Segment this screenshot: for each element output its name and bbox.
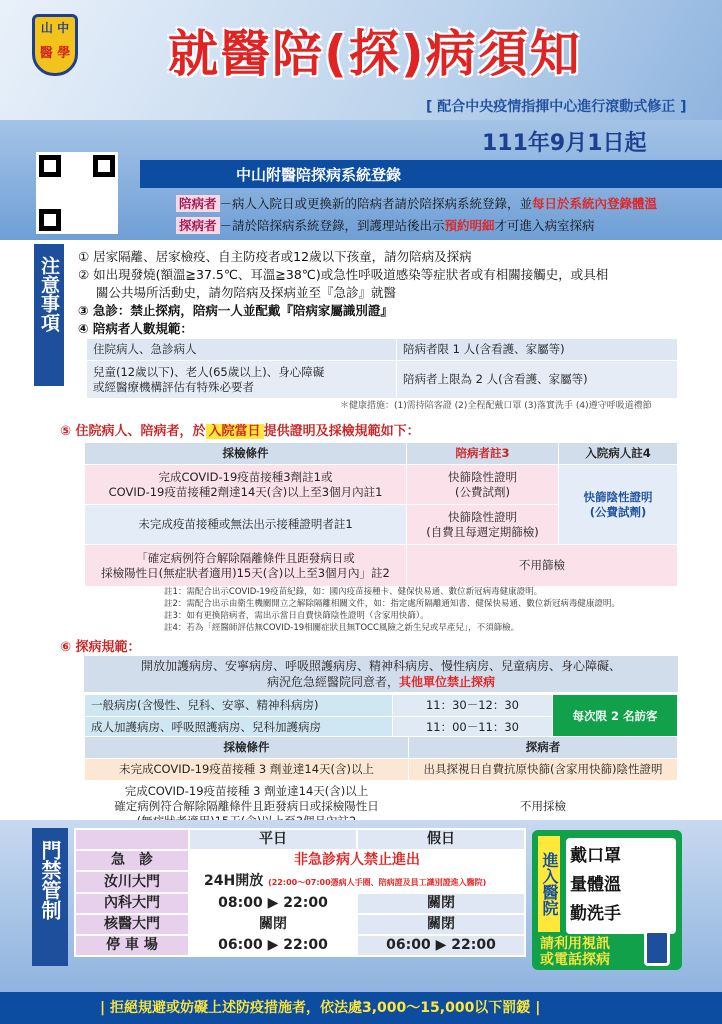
table-cell: 一般病房(含慢性、兒科、安寧、精神科病房) xyxy=(85,695,393,717)
section5-suffix: 提供證明及採檢規範如下： xyxy=(263,424,420,439)
table-cell: 06:00 ▶ 22:00 xyxy=(357,935,525,956)
table-cell: 快篩陰性證明 (公費試劑) xyxy=(559,465,678,545)
penalty-footer xyxy=(0,992,722,1024)
footer-text: 拒絕規避或妨礙上述防疫措施者，依法處3,000～15,000以下罰鍰 xyxy=(110,1000,531,1016)
table-cell: 每次限 2 名訪客 xyxy=(553,695,678,739)
footnote: 註4：若為「經醫師評估無COVID-19相關症狀且無TOCC風險之新生兒或早產兒」，不須篩檢。 xyxy=(164,623,520,633)
gate-control-table xyxy=(74,828,526,957)
enter-hospital-label: 進入醫院 xyxy=(538,836,560,932)
visitor-text-2: 才可進入病室探病 xyxy=(494,218,595,233)
section5-highlight: 入院當日 xyxy=(206,424,264,439)
row-header: 內科大門 xyxy=(75,893,189,914)
column-header: 平日 xyxy=(189,829,357,850)
note-item: ① 居家隔離、居家檢疫、自主防疫者或12歲以下孩童，請勿陪病及探病 xyxy=(78,249,472,264)
column-header: 探病者 xyxy=(409,737,678,759)
handwash-reminder: 勤洗手 xyxy=(570,904,621,924)
open-wards-red: 其他單位禁止探病 xyxy=(399,675,496,689)
table-cell: 「確定病例符合解除隔離條件且距發病日或 採檢陽性日(無症狀者適用)15天(含)以上至3個月內」註2 xyxy=(85,545,407,587)
footer-bar-icon: | xyxy=(535,1000,541,1016)
column-header: 陪病者註3 xyxy=(407,443,559,465)
gate-side-label xyxy=(32,828,68,966)
table-cell: 住院病人、急診病人 xyxy=(87,339,397,361)
table-cell: 成人加護病房、呼吸照護病房、兒科加護病房 xyxy=(85,717,393,739)
gate-open-note: (22:00～07:00憑病人手圈、陪病證及員工識別證進入醫院) xyxy=(268,878,487,887)
footnote: 註2：需配合出示由衛生機關開立之解除隔離相關文件，如：指定處所隔離通知書、健保快易通、數位新冠病毒健康證明。 xyxy=(164,599,620,609)
phone-icon xyxy=(644,930,670,966)
mask-reminder: 戴口罩 xyxy=(570,846,621,866)
table-cell: 未完成疫苗接種或無法出示接種證明者註1 xyxy=(85,505,407,545)
note-item: ③ 急診：禁止探病，陪病一人並配戴『陪病家屬識別證』 xyxy=(78,303,393,318)
section5-title xyxy=(60,420,420,439)
section6-title: ⑥ 探病規範： xyxy=(60,640,141,655)
table-cell: 未完成COVID-19疫苗接種 3 劑並達14天(含)以上 xyxy=(85,759,409,781)
visitor-tag: 探病者 xyxy=(176,217,220,234)
notes-side-text: 注意事項 xyxy=(38,256,60,332)
qr-code-icon[interactable] xyxy=(36,152,118,234)
table-cell: 關閉 xyxy=(189,914,357,935)
table-cell: 不用篩檢 xyxy=(407,545,678,587)
table-cell: 11：00－11：30 xyxy=(393,717,553,739)
row-header: 核醫大門 xyxy=(75,914,189,935)
companion-tag: 陪病者 xyxy=(176,195,220,212)
notes-side-label xyxy=(34,244,64,386)
table-cell: 快篩陰性證明 (自費且每週定期篩檢) xyxy=(407,505,559,545)
admission-screening-table xyxy=(84,442,678,587)
visitor-red-text: 預約明細 xyxy=(444,218,495,233)
open-wards-text: 開放加護病房、安寧病房、呼吸照護病房、精神科病房、慢性病房、兒童病房、身心障礙、 xyxy=(140,659,621,673)
table-cell: 出具探視日自費抗原快篩(含家用快篩)陰性證明 xyxy=(409,759,678,781)
visitor-text: －請於陪探病系統登錄，到護理站後出示 xyxy=(219,218,445,233)
companion-text: －病人入院日或更換新的陪病者請於陪探病系統登錄，並 xyxy=(219,196,533,211)
health-measures-note: ＊健康措施：(1)需持陪客證 (2)全程配戴口罩 (3)落實洗手 (4)遵守呼吸道禮節 xyxy=(340,401,652,411)
row-header: 急 診 xyxy=(75,850,189,871)
logo-bottom-text: 醫 學 xyxy=(39,46,71,61)
effective-date: 111年9月1日起 xyxy=(482,131,647,156)
column-header: 採檢條件 xyxy=(85,737,409,759)
table-cell: 06:00 ▶ 22:00 xyxy=(189,935,357,956)
gate-side-text: 門禁管制 xyxy=(38,840,62,920)
table-cell: 陪病者限 1 人(含看護、家屬等) xyxy=(397,339,678,361)
section5-prefix: ⑤ 住院病人、陪病者，於 xyxy=(60,424,206,439)
visit-screening-table xyxy=(84,736,678,833)
note-item: 關公共場所活動史，請勿陪病及探病並至『急診』就醫 xyxy=(96,285,397,300)
hospital-logo xyxy=(32,14,78,76)
column-header: 假日 xyxy=(357,829,525,850)
table-cell: 不用採檢 xyxy=(409,781,678,833)
page-subtitle: [ 配合中央疫情指揮中心進行滾動式修正 ] xyxy=(426,99,687,115)
open-wards-text-2: 病況危急經醫院同意者， xyxy=(266,675,399,689)
table-cell: 兒童(12歲以下)、老人(65歲以上)、身心障礙 或經醫療機構評估有特殊必要者 xyxy=(87,361,397,399)
row-header: 停 車 場 xyxy=(75,935,189,956)
companion-rule xyxy=(176,194,657,212)
column-header: 採檢條件 xyxy=(85,443,407,465)
table-cell: 關閉 xyxy=(357,893,525,914)
table-cell: 完成COVID-19疫苗接種3劑註1或 COVID-19疫苗接種2劑達14天(含)以上至3個月內註1 xyxy=(85,465,407,505)
table-cell: 陪病者上限為 2 人(含看護、家屬等) xyxy=(397,361,678,399)
section5-footnotes xyxy=(164,586,620,634)
table-cell: 關閉 xyxy=(357,914,525,935)
column-header: 入院病人註4 xyxy=(559,443,678,465)
companion-red-text: 每日於系統內登錄體溫 xyxy=(532,196,658,211)
table-cell: 完成COVID-19疫苗接種 3 劑並達14天(含)以上 確定病例符合解除隔離條件且距發病日或採檢陽性日 xyxy=(85,781,409,833)
table-cell: 非急診病人禁止進出 xyxy=(189,850,525,871)
gate-open-text: 24H開放 xyxy=(204,873,264,889)
logo-top-text: 山 中 xyxy=(40,21,70,35)
page-title: 就醫陪(探)病須知 xyxy=(168,25,582,83)
video-visit-notice: 請利用視訊 或電話探病 xyxy=(540,936,610,968)
note-item: ② 如出現發燒(額溫≧37.5℃、耳溫≧38℃)或急性呼吸道感染等症狀者或有相關接觸史，或具相 xyxy=(78,267,609,282)
temperature-reminder: 量體溫 xyxy=(570,875,621,895)
visit-open-wards xyxy=(84,656,678,692)
table-cell: 11：30－12：30 xyxy=(393,695,553,717)
companion-count-table xyxy=(86,338,678,399)
footnote: 註3：如有更換陪病者，需出示當日自費快篩陰性證明（含家用快篩）。 xyxy=(164,611,429,621)
visit-schedule-table xyxy=(84,694,678,739)
prevention-reminder-panel xyxy=(532,830,682,970)
visitor-rule xyxy=(176,216,595,234)
footnote: 註1：需配合出示COVID-19疫苗紀錄，如：國內疫苗接種卡、健保快易通、數位新冠病毒健康證明。 xyxy=(164,587,543,597)
row-header: 汝川大門 xyxy=(75,871,189,893)
note-item: ④ 陪病者人數規範： xyxy=(78,321,193,336)
registration-banner: 中山附醫陪探病系統登錄 xyxy=(140,160,722,188)
footer-bar-icon: | xyxy=(100,1000,106,1016)
table-cell: 08:00 ▶ 22:00 xyxy=(189,893,357,914)
table-cell: 快篩陰性證明 (公費試劑) xyxy=(407,465,559,505)
